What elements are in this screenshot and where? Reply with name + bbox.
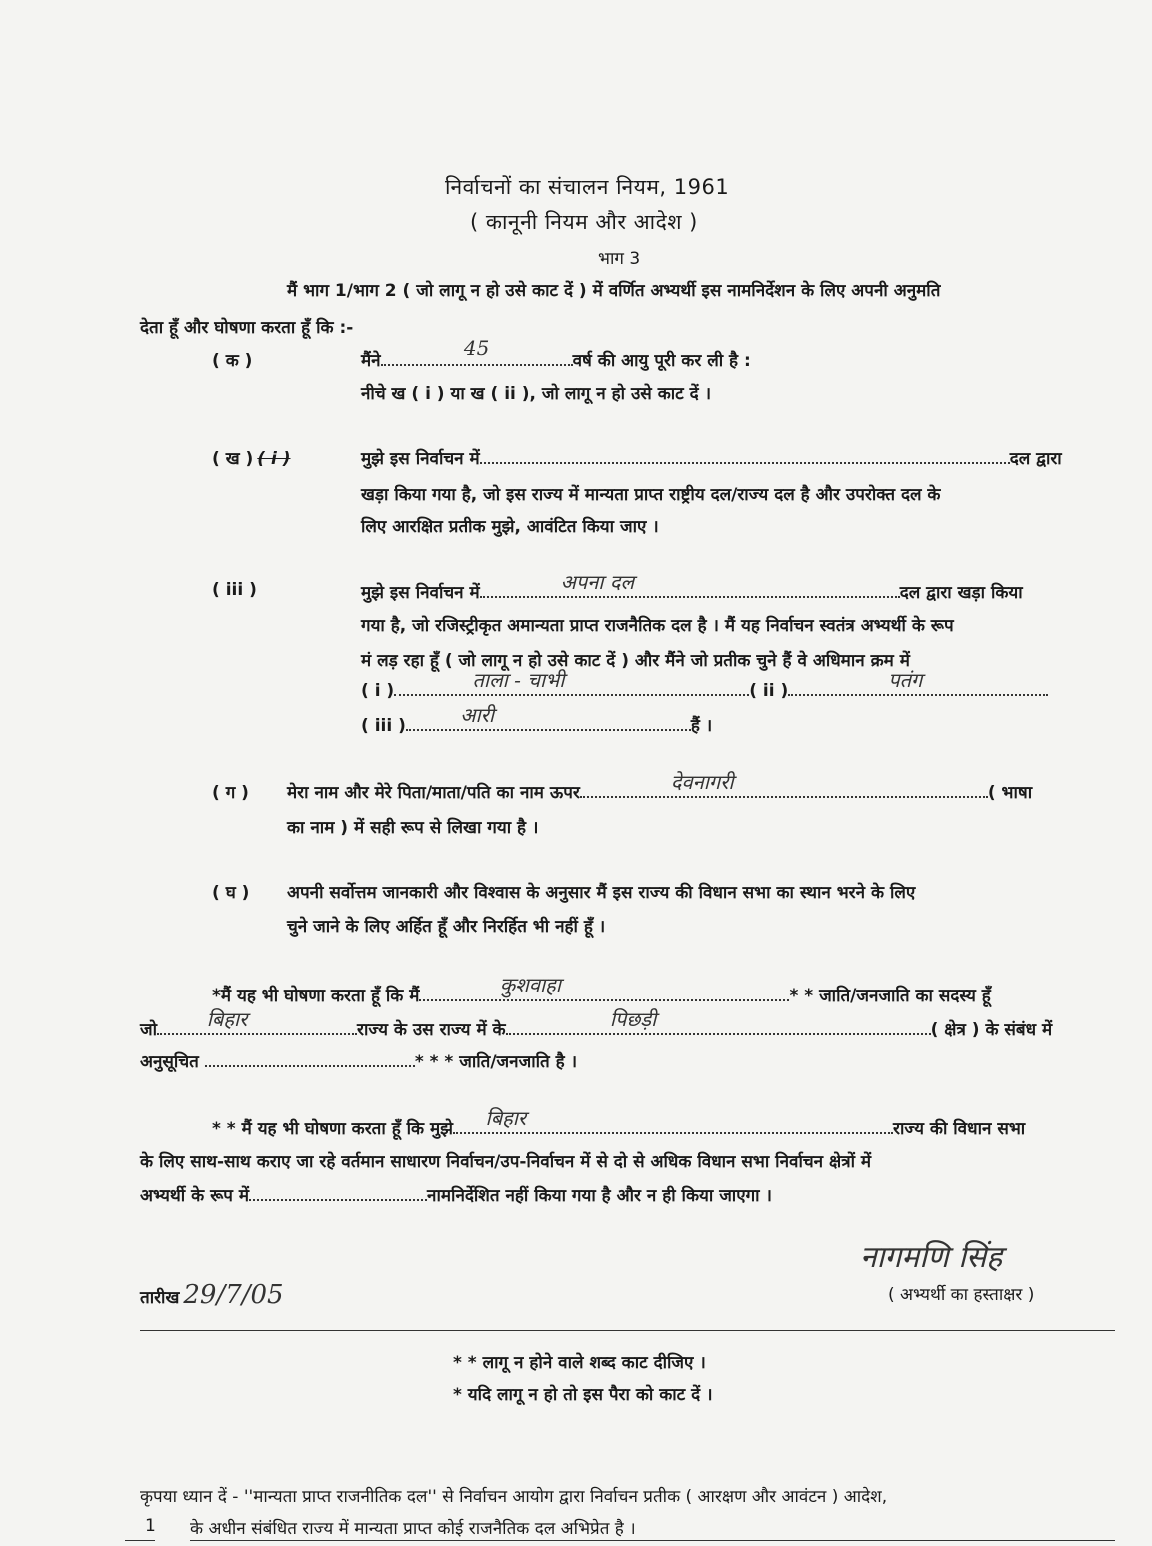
candidate-signature: नागमणि सिंह	[860, 1240, 1003, 1275]
note-line-1: कृपया ध्यान दें - ''मान्यता प्राप्त राजनीतिक दल'' से निर्वाचन आयोग द्वारा निर्वाचन प्रतीक ( आरक्षण और आवंटन ) आदेश,	[140, 1487, 888, 1507]
clause-ga-marker: ( ग )	[212, 783, 249, 803]
constituency-line-3: अभ्यर्थी के रूप में नामनिर्देशित नहीं किया गया है और न ही किया जाएगा ।	[140, 1186, 772, 1206]
party-blank	[480, 448, 1010, 464]
age-field	[381, 336, 573, 371]
signature-label: ( अभ्यर्थी का हस्ताक्षर )	[888, 1285, 1035, 1305]
clause-ka-line-1	[361, 336, 751, 371]
symbol-2-value: पतंग	[888, 668, 923, 692]
clause-gha-line-2: चुने जाने के लिए अर्हित हूँ और निरर्हित भी नहीं हूँ ।	[287, 917, 606, 937]
clause-gha-marker: ( घ )	[212, 883, 250, 903]
clause-kha-line-1: मुझे इस निर्वाचन में दल द्वारा	[361, 449, 1062, 469]
constituency-line-1: * * मैं यह भी घोषणा करता हूँ कि मुझे बिहार राज्य की विधान सभा	[212, 1106, 1026, 1139]
constituency-state-value: बिहार	[485, 1106, 527, 1130]
state-field	[157, 1007, 357, 1040]
clause-ga-line-2: का नाम ) में सही रूप से लिखा गया है ।	[287, 818, 539, 838]
struck-sub-marker: ( i )	[257, 449, 291, 469]
caste-line-2: जो बिहार राज्य के उस राज्य में के पिछड़ी ( क्षेत्र ) के संबंध में	[140, 1007, 1053, 1040]
caste-value: कुशवाहा	[499, 973, 561, 997]
symbol-row-1: ( i ) ताला - चाभी ( ii ) पतंग	[361, 680, 1048, 701]
clause-kha-marker: ( ख ) ( i )	[212, 449, 291, 469]
clause-ga-line-1: मेरा नाम और मेरे पिता/माता/पति का नाम ऊपर देवनागरी ( भाषा	[287, 770, 1033, 803]
scheduled-blank	[205, 1051, 415, 1067]
state-value: बिहार	[206, 1007, 248, 1031]
clause-ka-marker: ( क )	[212, 351, 253, 371]
note-rule	[190, 1540, 1115, 1541]
symbol-3-field	[406, 703, 691, 736]
symbol-2-field	[788, 668, 1048, 701]
note-number: 1	[145, 1516, 156, 1536]
caste-line-3: अनुसूचित * * * जाति/जनजाति है ।	[140, 1052, 578, 1072]
divider-line	[140, 1330, 1115, 1331]
constituency-line-2: के लिए साथ-साथ कराए जा रहे वर्तमान साधारण निर्वाचन/उप-निर्वाचन में से दो से अधिक विधान सभा निर्वाचन क्षेत्रों में	[140, 1152, 872, 1172]
symbol-3-value: आरी	[460, 703, 495, 727]
note-line-2: के अधीन संबंधित राज्य में मान्यता प्राप्त कोई राजनैतिक दल अभिप्रेत है ।	[190, 1519, 636, 1539]
clause-gha-line-1: अपनी सर्वोत्तम जानकारी और विश्वास के अनुसार मैं इस राज्य की विधान सभा का स्थान भरने के लिए	[287, 883, 916, 903]
note-number-underline	[125, 1540, 155, 1541]
caste-field	[419, 973, 789, 1006]
age-value: 45	[463, 336, 490, 360]
clause-iii-line-2: गया है, जो रजिस्ट्रीकृत अमान्यता प्राप्त राजनैतिक दल है । मैं यह निर्वाचन स्वतंत्र अभ्यर्थी के रूप	[361, 616, 954, 636]
part-label: भाग 3	[598, 249, 641, 269]
area-value: पिछड़ी	[609, 1007, 657, 1031]
clause-ka-post: वर्ष की आयु पूरी कर ली है :	[572, 351, 751, 371]
doc-title: निर्वाचनों का संचालन नियम, 1961	[445, 175, 730, 199]
clause-ka-line-2: नीचे ख ( i ) या ख ( ii ), जो लागू न हो उसे काट दें ।	[361, 384, 712, 404]
doc-subtitle: ( कानूनी नियम और आदेश )	[470, 210, 698, 234]
clause-ka-pre: मैंने	[361, 351, 381, 371]
date-label: तारीख	[140, 1288, 180, 1308]
date-value: 29/7/05	[183, 1280, 284, 1310]
caste-line-1: *मैं यह भी घोषणा करता हूँ कि मैं कुशवाहा * * जाति/जनजाति का सदस्य हूँ	[212, 973, 991, 1006]
symbol-1-value: ताला - चाभी	[472, 668, 565, 692]
clause-iii-line-1: मुझे इस निर्वाचन में अपना दल दल द्वारा खड़ा किया	[361, 570, 1023, 603]
clause-iii-line-3: मं लड़ रहा हूँ ( जो लागू न हो उसे काट दें ) और मैंने जो प्रतीक चुने हैं वे अधिमान क्रम में	[361, 651, 910, 671]
area-field	[506, 1007, 931, 1040]
date-line	[140, 1280, 284, 1310]
party-value: अपना दल	[560, 570, 635, 594]
clause-kha-line-2: खड़ा किया गया है, जो इस राज्य में मान्यता प्राप्त राष्ट्रीय दल/राज्य दल है और उपरोक्त दल के	[361, 485, 941, 505]
clause-iii-marker: ( iii )	[212, 580, 257, 600]
footnote-2: * यदि लागू न हो तो इस पैरा को काट दें ।	[453, 1385, 713, 1405]
symbol-row-2: ( iii ) आरी हैं ।	[361, 703, 713, 736]
clause-kha-line-3: लिए आरक्षित प्रतीक मुझे, आवंटित किया जाए ।	[361, 517, 659, 537]
language-value: देवनागरी	[670, 770, 734, 794]
intro-line-1: मैं भाग 1/भाग 2 ( जो लागू न हो उसे काट दें ) में वर्णित अभ्यर्थी इस नामनिर्देशन के लिए अपनी अनुमति	[287, 281, 941, 301]
nomination-blank	[249, 1185, 427, 1201]
intro-line-2: देता हूँ और घोषणा करता हूँ कि :-	[140, 318, 354, 338]
footnote-1: * * लागू न होने वाले शब्द काट दीजिए ।	[453, 1353, 706, 1373]
